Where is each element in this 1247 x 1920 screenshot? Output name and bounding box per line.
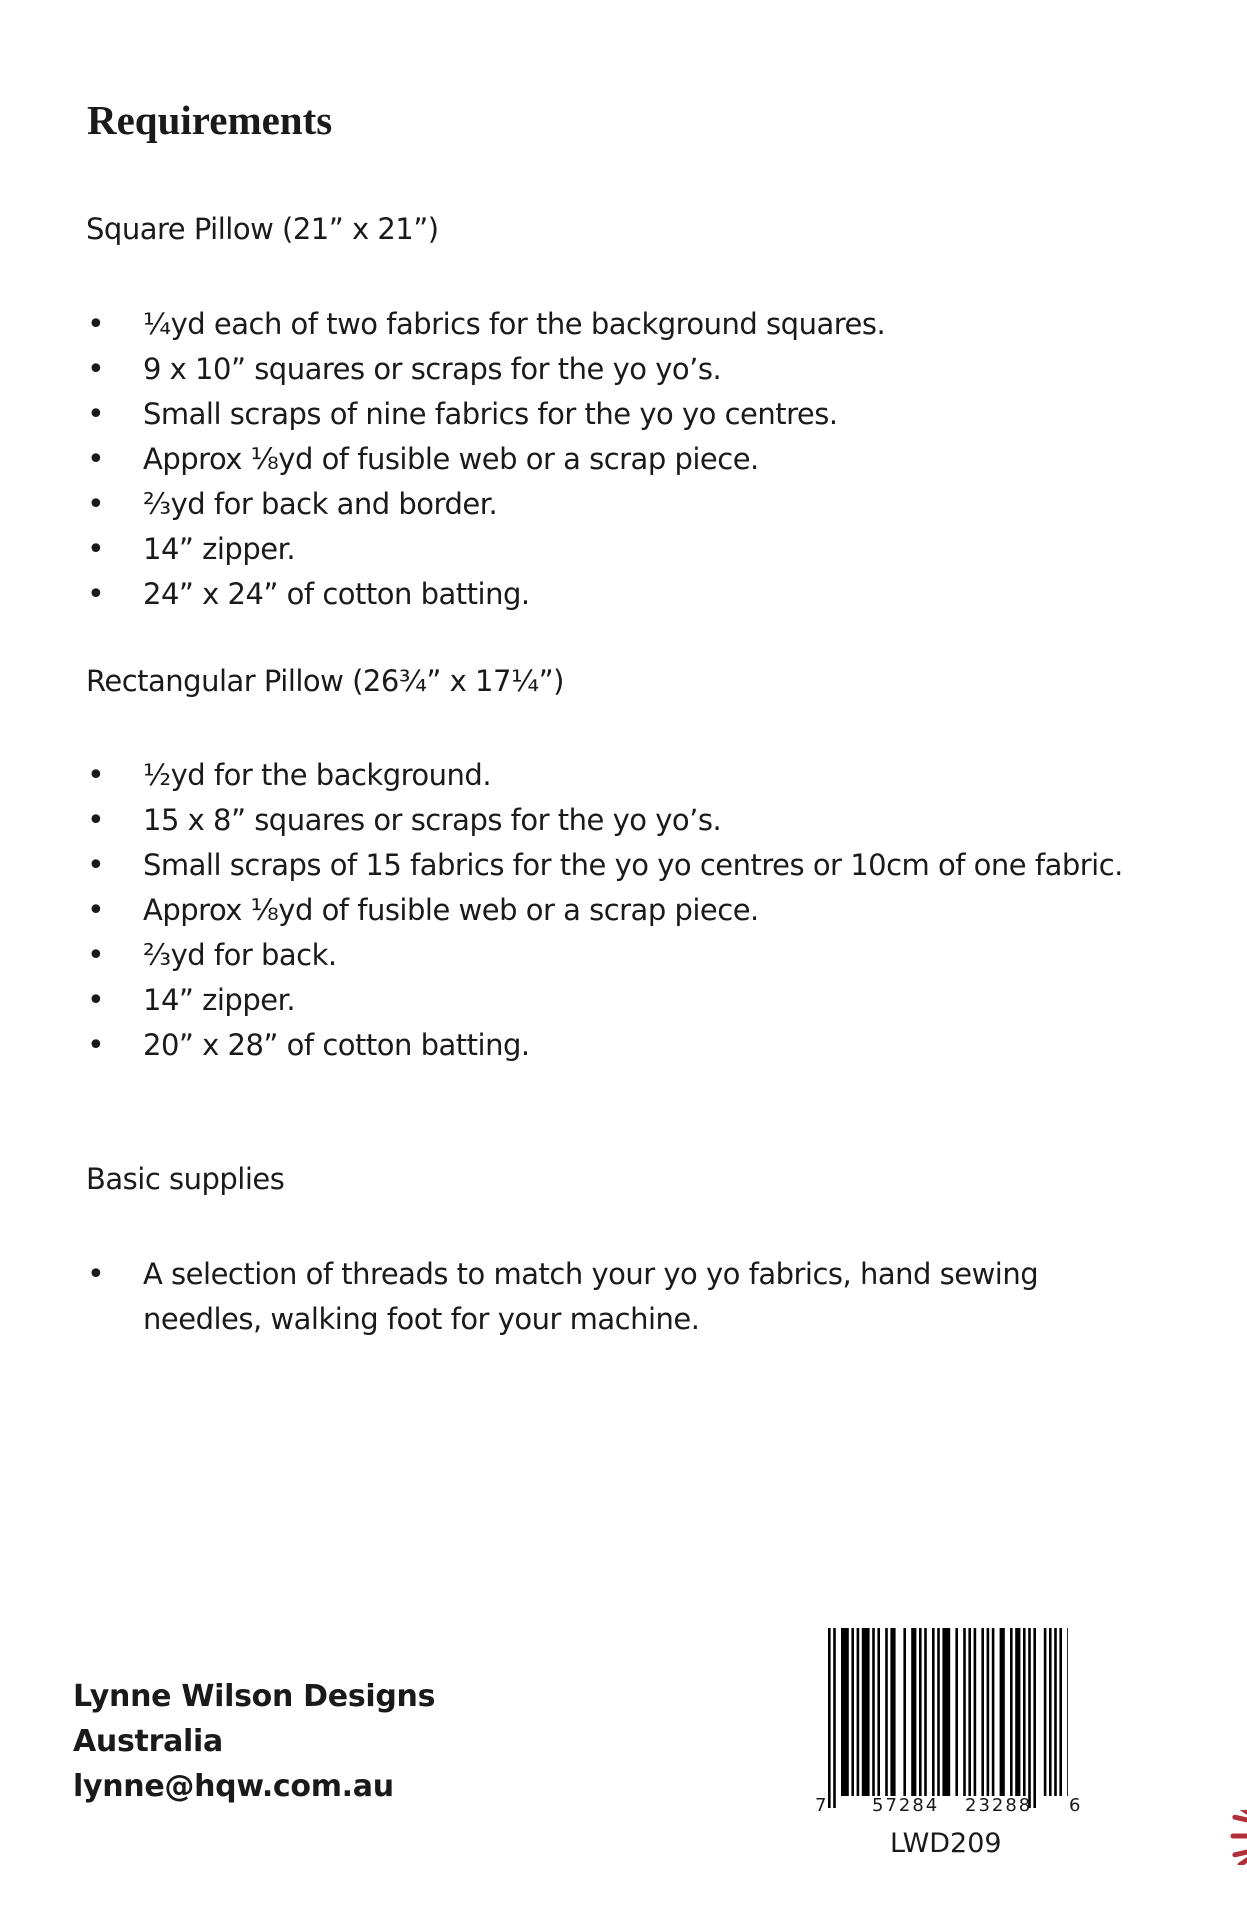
list-item (0, 1252, 1130, 1342)
barcode-bar (1049, 1628, 1052, 1796)
bullet: • (87, 938, 105, 973)
barcode-bar (857, 1628, 860, 1796)
barcode-bar (890, 1628, 895, 1796)
barcode-digits-right: 23288 (965, 1795, 1033, 1816)
bullet: • (87, 397, 105, 432)
bullet: • (87, 1028, 105, 1063)
barcode-bar (1054, 1628, 1057, 1796)
list-item (0, 978, 1150, 1023)
barcode-bar (828, 1628, 831, 1808)
square-pillow-heading: Square Pillow (21” x 21”) (86, 212, 439, 246)
square-pillow-list (0, 302, 1150, 617)
barcode-bar (992, 1628, 995, 1796)
barcode-bar (872, 1628, 875, 1796)
barcode-bar (1067, 1628, 1068, 1796)
bullet: • (87, 893, 105, 928)
bullet: • (87, 487, 105, 522)
barcode-bar (1015, 1628, 1020, 1796)
red-logo-fragment-icon (1228, 1810, 1247, 1865)
list-item (0, 527, 1150, 572)
barcode-bar (1000, 1628, 1005, 1796)
bullet: • (87, 1257, 105, 1292)
list-item (0, 437, 1150, 482)
basic-supplies-heading: Basic supplies (86, 1162, 285, 1196)
barcode-digits-left: 57284 (872, 1795, 940, 1816)
barcode-bar (942, 1628, 950, 1796)
barcode-bar (1010, 1628, 1013, 1796)
list-item (0, 753, 1150, 798)
bullet: • (87, 532, 105, 567)
bullet: • (87, 758, 105, 793)
barcode-bar (919, 1628, 922, 1796)
item-text: Approx ⅛yd of fusible web or a scrap piece. (143, 893, 759, 927)
rectangular-pillow-heading: Rectangular Pillow (26¾” x 17¼”) (86, 664, 564, 698)
company-email[interactable]: lynne@hqw.com.au (73, 1769, 394, 1804)
barcode-bar (911, 1628, 916, 1796)
barcode-bar (924, 1628, 927, 1796)
item-text: 9 x 10” squares or scraps for the yo yo’s. (143, 352, 722, 386)
bullet: • (87, 352, 105, 387)
bullet: • (87, 442, 105, 477)
barcode-bar (885, 1628, 888, 1796)
list-item (0, 572, 1150, 617)
item-text: 14” zipper. (143, 983, 296, 1017)
rectangular-pillow-list (0, 753, 1150, 1068)
logo-petal (1235, 1817, 1247, 1820)
list-item (0, 1023, 1150, 1068)
item-text: ⅔yd for back. (143, 938, 337, 972)
barcode-bar (974, 1628, 977, 1796)
barcode-bar (981, 1628, 984, 1796)
barcode (828, 1628, 1068, 1813)
company-name: Lynne Wilson Designs (73, 1679, 436, 1714)
list-item (0, 302, 1150, 347)
barcode-bar (1044, 1628, 1047, 1796)
barcode-digit-last: 6 (1069, 1795, 1083, 1816)
barcode-bar (937, 1628, 940, 1796)
list-item (0, 798, 1150, 843)
item-text: 24” x 24” of cotton batting. (143, 577, 530, 611)
barcode-bar (862, 1628, 870, 1796)
barcode-bar (877, 1628, 880, 1796)
list-item (0, 843, 1150, 888)
barcode-bar (903, 1628, 906, 1796)
item-text: 20” x 28” of cotton batting. (143, 1028, 530, 1062)
barcode-bar (1023, 1628, 1026, 1796)
company-country: Australia (73, 1724, 223, 1759)
basic-supplies-list (0, 1252, 1130, 1342)
item-text: Approx ⅛yd of fusible web or a scrap piece. (143, 442, 759, 476)
barcode-bar (851, 1628, 854, 1796)
item-text: Small scraps of nine fabrics for the yo yo centres. (143, 397, 838, 431)
logo-petal (1235, 1852, 1247, 1855)
barcode-bar (1059, 1628, 1062, 1796)
logo-petal (1240, 1860, 1247, 1865)
item-text: 14” zipper. (143, 532, 296, 566)
item-text: Small scraps of 15 fabrics for the yo yo centres or 10cm of one fabric. (143, 848, 1123, 882)
list-item (0, 392, 1150, 437)
barcode-bar (968, 1628, 971, 1796)
barcode-bar (955, 1628, 958, 1796)
product-code: LWD209 (890, 1828, 1002, 1859)
item-text: 15 x 8” squares or scraps for the yo yo’s. (143, 803, 722, 837)
page-title: Requirements (87, 97, 333, 143)
barcode-bar (963, 1628, 966, 1796)
barcode-bar (833, 1628, 836, 1808)
bullet: • (87, 577, 105, 612)
barcode-bar (1033, 1628, 1036, 1808)
barcode-bar (932, 1628, 935, 1796)
barcode-bar (841, 1628, 849, 1796)
item-text: ½yd for the background. (143, 758, 492, 792)
logo-petal (1240, 1810, 1247, 1812)
item-text: ¼yd each of two fabrics for the background squares. (143, 307, 886, 341)
list-item (0, 347, 1150, 392)
bullet: • (87, 983, 105, 1018)
list-item (0, 933, 1150, 978)
bullet: • (87, 803, 105, 838)
barcode-digit-first: 7 (815, 1795, 829, 1816)
bullet: • (87, 307, 105, 342)
barcode-bar (1028, 1628, 1031, 1808)
item-text: ⅔yd for back and border. (143, 487, 498, 521)
barcode-bar (987, 1628, 990, 1796)
list-item (0, 482, 1150, 527)
item-text: A selection of threads to match your yo yo fabrics, hand sewing needles, walking foot for your machine. (143, 1257, 1039, 1336)
bullet: • (87, 848, 105, 883)
list-item (0, 888, 1150, 933)
